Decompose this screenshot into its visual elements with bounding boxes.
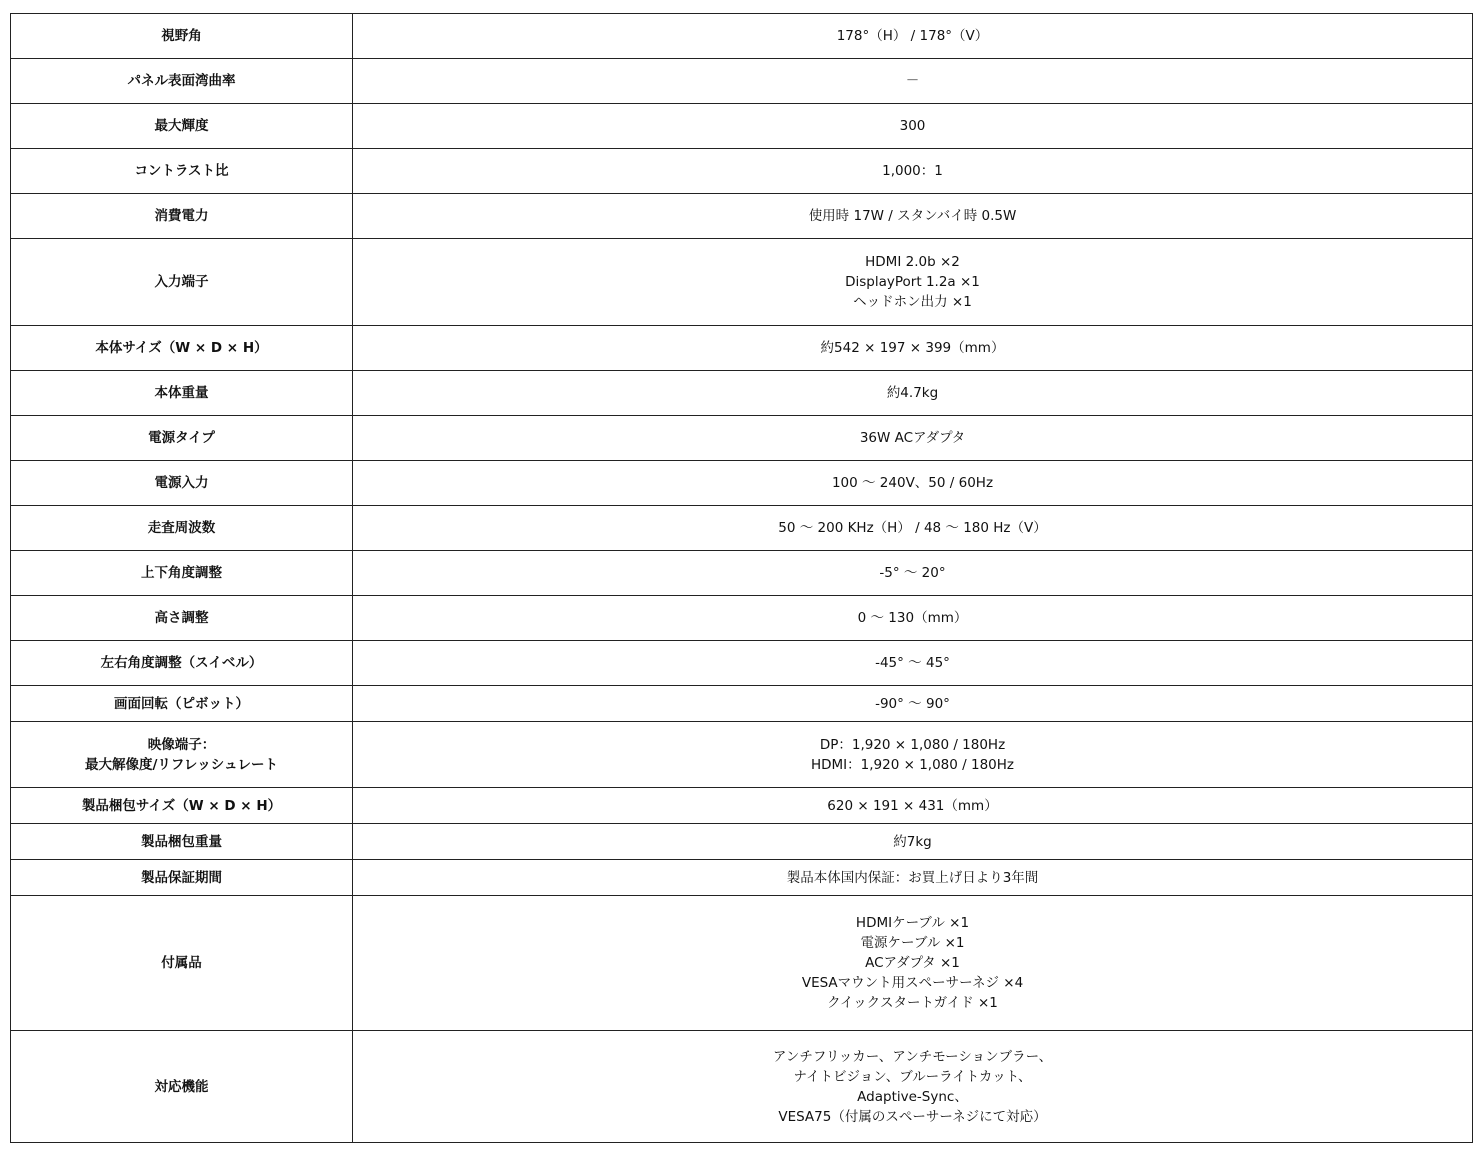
spec-row	[11, 1031, 1473, 1143]
spec-label: 画面回転（ピボット）	[11, 686, 353, 722]
spec-label: 高さ調整	[11, 596, 353, 641]
spec-label: 対応機能	[11, 1031, 353, 1143]
spec-value: 178°（H） / 178°（V）	[353, 14, 1473, 59]
spec-value: DP：1,920 × 1,080 / 180Hz HDMI：1,920 × 1,080 / 180Hz	[353, 722, 1473, 788]
spec-row	[11, 239, 1473, 326]
spec-value: 1,000：1	[353, 149, 1473, 194]
spec-label: 電源入力	[11, 461, 353, 506]
spec-label: 最大輝度	[11, 104, 353, 149]
spec-value: 620 × 191 × 431（mm）	[353, 788, 1473, 824]
spec-row	[11, 14, 1473, 59]
spec-row	[11, 860, 1473, 896]
spec-value: 約542 × 197 × 399（mm）	[353, 326, 1473, 371]
spec-row	[11, 326, 1473, 371]
spec-label: 電源タイプ	[11, 416, 353, 461]
spec-value: 約4.7kg	[353, 371, 1473, 416]
spec-label: 左右角度調整（スイベル）	[11, 641, 353, 686]
spec-label: 本体重量	[11, 371, 353, 416]
spec-label: 本体サイズ（W × D × H）	[11, 326, 353, 371]
spec-value: -5° ～ 20°	[353, 551, 1473, 596]
spec-label: パネル表面湾曲率	[11, 59, 353, 104]
spec-value: HDMI 2.0b ×2 DisplayPort 1.2a ×1 ヘッドホン出力 ×1	[353, 239, 1473, 326]
spec-value: －	[353, 59, 1473, 104]
spec-row	[11, 824, 1473, 860]
spec-label: 入力端子	[11, 239, 353, 326]
spec-table	[10, 13, 1473, 1143]
spec-label: 消費電力	[11, 194, 353, 239]
spec-row	[11, 686, 1473, 722]
spec-row	[11, 551, 1473, 596]
spec-value: HDMIケーブル ×1 電源ケーブル ×1 ACアダプタ ×1 VESAマウント用スペーサーネジ ×4 クイックスタートガイド ×1	[353, 896, 1473, 1031]
spec-value: 使用時 17W / スタンバイ時 0.5W	[353, 194, 1473, 239]
spec-row	[11, 722, 1473, 788]
spec-row	[11, 59, 1473, 104]
spec-row	[11, 104, 1473, 149]
spec-row	[11, 896, 1473, 1031]
spec-value: -90° ～ 90°	[353, 686, 1473, 722]
spec-value: 約7kg	[353, 824, 1473, 860]
spec-label: 付属品	[11, 896, 353, 1031]
spec-label: 製品保証期間	[11, 860, 353, 896]
spec-value: 製品本体国内保証：お買上げ日より3年間	[353, 860, 1473, 896]
spec-label: 上下角度調整	[11, 551, 353, 596]
spec-value: 0 ～ 130（mm）	[353, 596, 1473, 641]
spec-row	[11, 461, 1473, 506]
spec-value: 50 ～ 200 KHz（H） / 48 ～ 180 Hz（V）	[353, 506, 1473, 551]
spec-label: 製品梱包重量	[11, 824, 353, 860]
spec-row	[11, 788, 1473, 824]
spec-row	[11, 596, 1473, 641]
spec-row	[11, 506, 1473, 551]
spec-row	[11, 194, 1473, 239]
spec-value: 300	[353, 104, 1473, 149]
spec-row	[11, 416, 1473, 461]
spec-row	[11, 641, 1473, 686]
spec-label: 走査周波数	[11, 506, 353, 551]
spec-label: 製品梱包サイズ（W × D × H）	[11, 788, 353, 824]
spec-value: アンチフリッカー、アンチモーションブラー、 ナイトビジョン、ブルーライトカット、 Adaptive-Sync、 VESA75（付属のスペーサーネジにて対応）	[353, 1031, 1473, 1143]
spec-value: 36W ACアダプタ	[353, 416, 1473, 461]
spec-label: コントラスト比	[11, 149, 353, 194]
spec-value: -45° ～ 45°	[353, 641, 1473, 686]
spec-label: 視野角	[11, 14, 353, 59]
spec-row	[11, 371, 1473, 416]
spec-label: 映像端子： 最大解像度/リフレッシュレート	[11, 722, 353, 788]
spec-row	[11, 149, 1473, 194]
spec-value: 100 ～ 240V、50 / 60Hz	[353, 461, 1473, 506]
